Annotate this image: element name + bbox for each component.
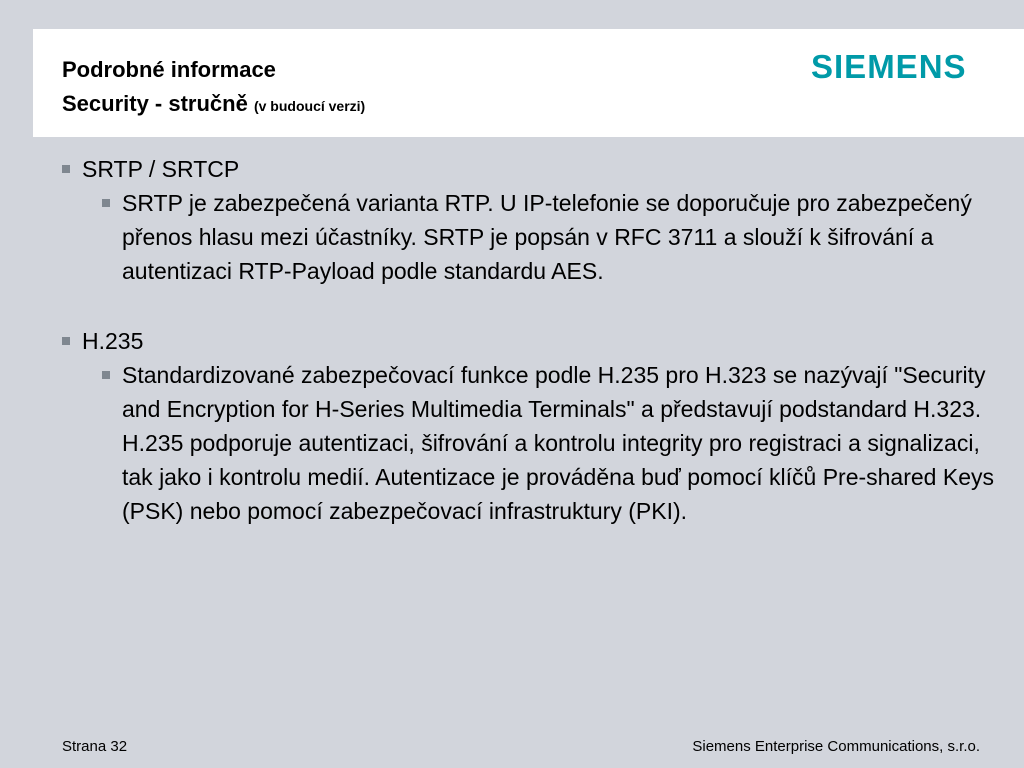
sub-bullet-srtp [60,186,1015,288]
company-name: Siemens Enterprise Communications, s.r.o. [692,738,980,755]
slide-subtitle-note: (v budoucí verzi) [253,98,366,114]
bullet-h235 [60,324,1015,358]
bullet-heading: SRTP / SRTCP [82,156,240,182]
siemens-logo: SIEMENS [811,48,967,85]
square-bullet-icon [102,199,110,207]
square-bullet-icon [102,371,110,379]
square-bullet-icon [62,337,70,345]
slide-title: Podrobné informace [62,57,276,82]
slide-subtitle-text: Security - stručně [62,91,248,116]
bullet-heading: H.235 [82,328,144,354]
sub-bullet-text: Standardizované zabezpečovací funkce podle H.235 pro H.323 se nazývají "Security and Encryption for H-Series Multimedia Terminals" a představují podstandard H.323. H.235 podporuje autentizaci, šifrování a kontrolu integrity pro registraci a signalizaci, tak jako i kontrolu medií. Autentizace je prováděna buď pomocí klíčů Pre-shared Keys (PSK) nebo pomocí zabezpečovací infrastruktury (PKI). [122,362,994,524]
sub-bullet-h235 [60,358,1015,528]
square-bullet-icon [62,165,70,173]
sub-bullet-text: SRTP je zabezpečená varianta RTP. U IP-telefonie se doporučuje pro zabezpečený přenos hlasu mezi účastníky. SRTP je popsán v RFC 3711 a slouží k šifrování a autentizaci RTP-Payload podle standardu AES. [122,190,972,284]
slide-content [60,152,1015,528]
spacer [60,288,1015,324]
bullet-srtp [60,152,1015,186]
page-number: Strana 32 [62,738,128,755]
slide-subtitle [62,91,365,117]
slide-header [33,29,1024,137]
